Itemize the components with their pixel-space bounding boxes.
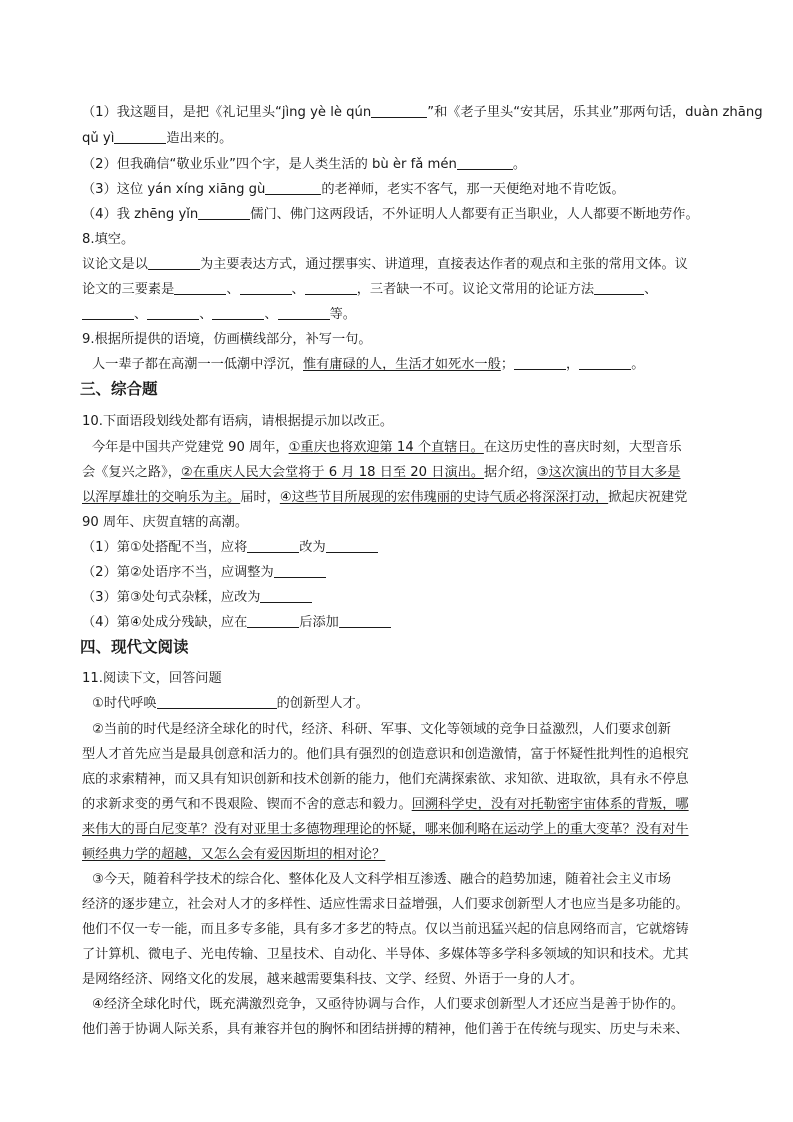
text: 后添加 (299, 615, 339, 630)
answer-blank[interactable] (114, 130, 166, 144)
text: （3）第③处句式杂糅，应改为 (82, 590, 261, 605)
text: 据介绍， (484, 465, 537, 480)
answer-blank[interactable] (594, 281, 644, 295)
text: （1）我这题目，是把《礼记里头“jìng yè lè qún (82, 105, 372, 120)
q9-context (92, 356, 732, 374)
text: （4）我 zhēng yǐn (82, 207, 199, 222)
q10-passage-line-1 (92, 439, 732, 457)
answer-blank[interactable] (274, 564, 326, 578)
section-heading-4: 四、现代文阅读 (80, 638, 189, 656)
q8-line-2 (82, 281, 722, 299)
text: 改为 (299, 540, 326, 555)
text: 的求新求变的勇气和不畏艰险、锲而不舍的意志和毅力。 (82, 797, 412, 812)
q8-line-3 (82, 306, 722, 324)
q7-item-3 (82, 181, 722, 199)
text: 的老禅师，老实不客气，那一天便绝对地不肯吃饭。 (321, 182, 625, 197)
answer-blank[interactable] (174, 281, 226, 295)
text: （3）这位 yán xíng xiāng gù (82, 182, 266, 197)
answer-blank[interactable] (212, 306, 264, 320)
answer-blank[interactable] (157, 695, 277, 709)
q7-item-2 (82, 156, 722, 174)
text: 等。 (329, 307, 356, 322)
answer-blank[interactable] (240, 281, 292, 295)
q11-para-4-line-2: 他们善于协调人际关系，具有兼容并包的胸怀和团结拼搏的精神，他们善于在传统与现实、历史与未来、 (82, 1022, 689, 1037)
text: ； (500, 357, 514, 372)
q11-para-4-line-1: ④经济全球化时代，既充满激烈竞争，又亟待协调与合作，人们要求创新型人才还应当是善于协作的。 (92, 997, 685, 1012)
q11-para-2-line-5 (82, 821, 722, 839)
answer-blank[interactable] (147, 306, 199, 320)
answer-blank[interactable] (260, 589, 312, 603)
text: ， (566, 357, 580, 372)
q10-item-3 (82, 589, 722, 607)
q11-para-3-line-2: 经济的逐步建立，社会对人才的多样性、适应性需求日益增强，人们要求创新型人才也应当是多功能的。 (82, 897, 689, 912)
q11-para-3-line-4: 了计算机、微电子、光电传输、卫星技术、自动化、半导体、多媒体等多学科多领域的知识和技术。尤其 (82, 947, 689, 962)
answer-blank[interactable] (247, 614, 299, 628)
underlined-text: 以浑厚雄壮的交响乐为主。 (82, 490, 241, 505)
q11-para-2-line-3: 底的求索精神，而又具有知识创新和技术创新的能力，他们充满探索欲、求知欲、进取欲，具有永不停息 (82, 772, 689, 787)
text: 届时， (240, 490, 280, 505)
answer-blank[interactable] (371, 104, 427, 118)
answer-blank[interactable] (305, 281, 357, 295)
text: 议论文是以 (82, 257, 148, 272)
answer-blank[interactable] (579, 356, 631, 370)
q9-title: 9.根据所提供的语境，仿画横线部分，补写一句。 (82, 332, 372, 347)
underlined-text: ①重庆也将欢迎第 14 个直辖日。 (288, 440, 484, 455)
underlined-text: 惟有庸碌的人，生活才如死水一般 (303, 357, 501, 372)
underlined-text: 顿经典力学的超越，又怎么会有爱因斯坦的相对论？ (82, 847, 386, 862)
answer-blank[interactable] (148, 256, 200, 270)
q7-item-1-line-2 (82, 130, 722, 148)
text: 、 (134, 307, 148, 322)
q10-passage-line-3 (82, 489, 722, 507)
q11-para-3-line-3: 他们不仅一专一能，而且多专多能，具有多才多艺的特点。仅以当前迅猛兴起的信息网络而言，它就熔铸 (82, 922, 689, 937)
q10-item-1 (82, 539, 722, 557)
q11-para-2-line-4 (82, 796, 722, 814)
text: 在这历史性的喜庆时刻，大型音乐 (483, 440, 682, 455)
underlined-text: ③这次演出的节目大多是 (536, 465, 681, 480)
text: 。 (512, 157, 527, 172)
answer-blank[interactable] (326, 539, 378, 553)
answer-blank[interactable] (514, 356, 566, 370)
text: （4）第④处成分残缺，应在 (82, 615, 248, 630)
answer-blank[interactable] (198, 206, 250, 220)
q8-line-1 (82, 256, 722, 274)
q11-para-2-line-6 (82, 846, 722, 864)
text: 造出来的。 (166, 131, 233, 146)
text: 、 (226, 282, 240, 297)
underlined-text: 来伟大的哥白尼变革？没有对亚里士多德物理理论的怀疑，哪来伽利略在运动学上的重大变革？没有对牛 (82, 822, 689, 837)
answer-blank[interactable] (247, 539, 299, 553)
text: 。 (631, 357, 645, 372)
q11-para-1 (92, 695, 732, 713)
q10-item-2 (82, 564, 722, 582)
text: ”和《老子里头“安其居，乐其业”那两句话，duàn zhāng (427, 105, 763, 120)
underlined-text: 回溯科学史，没有对托勒密宇宙体系的背叛，哪 (411, 797, 689, 812)
answer-blank[interactable] (265, 181, 321, 195)
text: qǔ yì (82, 131, 115, 146)
text: （2）但我确信“敬业乐业”四个字，是人类生活的 bù èr fǎ mén (82, 157, 457, 172)
q10-passage-line-4: 90 周年、庆贺直辖的高潮。 (82, 515, 249, 530)
q11-para-2-line-1: ②当前的时代是经济全球化的时代，经济、科研、军事、文化等领域的竞争日益激烈，人们要求创新 (92, 722, 671, 737)
answer-blank[interactable] (339, 614, 391, 628)
underlined-text: ④这些节目所展现的宏伟瑰丽的史诗气质必将深深打动， (279, 490, 609, 505)
q7-item-1-line-1 (82, 104, 763, 122)
text: 人一辈子都在高潮一一低潮中浮沉， (92, 357, 303, 372)
q11-title: 11.阅读下文，回答问题 (82, 671, 222, 686)
text: 、 (199, 307, 213, 322)
q11-para-3-line-1: ③今天，随着科学技术的综合化、整体化及人文科学相互渗透、融合的趋势加速，随着社会主义市场 (92, 872, 671, 887)
text: （2）第②处语序不当，应调整为 (82, 565, 274, 580)
text: ，三者缺一不可。议论文常用的论证方法 (356, 282, 595, 297)
q8-title: 8.填空。 (82, 232, 135, 247)
text: 会《复兴之路》， (82, 465, 181, 480)
text: 、 (644, 282, 658, 297)
text: ①时代呼唤 (92, 696, 157, 711)
text: 、 (264, 307, 278, 322)
answer-blank[interactable] (278, 306, 330, 320)
text: 为主要表达方式，通过摆事实、讲道理，直接表达作者的观点和主张的常用文体。议 (199, 257, 688, 272)
q10-title: 10.下面语段划线处都有语病，请根据提示加以改正。 (82, 414, 394, 429)
section-heading-3: 三、综合题 (80, 380, 158, 398)
text: 的创新型人才。 (276, 696, 369, 711)
text: 论文的三要素是 (82, 282, 175, 297)
q11-para-3-line-5: 是网络经济、网络文化的发展，越来越需要集科技、文学、经贸、外语于一身的人才。 (82, 972, 584, 987)
q11-para-2-line-2: 型人才首先应当是最具创意和活力的。他们具有强烈的创造意识和创造激情，富于怀疑性批判性的追根究 (82, 747, 689, 762)
text: 儒门、佛门这两段话，不外证明人人都要有正当职业，人人都要不断地劳作。 (250, 207, 699, 222)
q10-passage-line-2 (82, 464, 722, 482)
underlined-text: ②在重庆人民大会堂将于 6 月 18 日至 20 日演出。 (180, 465, 485, 480)
text: 、 (291, 282, 305, 297)
answer-blank[interactable] (457, 156, 513, 170)
text: （1）第①处搭配不当，应将 (82, 540, 248, 555)
q10-item-4 (82, 614, 722, 632)
text: 今年是中国共产党建党 90 周年， (92, 440, 289, 455)
answer-blank[interactable] (82, 306, 134, 320)
text: 掀起庆祝建党 (608, 490, 688, 505)
q7-item-4 (82, 206, 722, 224)
